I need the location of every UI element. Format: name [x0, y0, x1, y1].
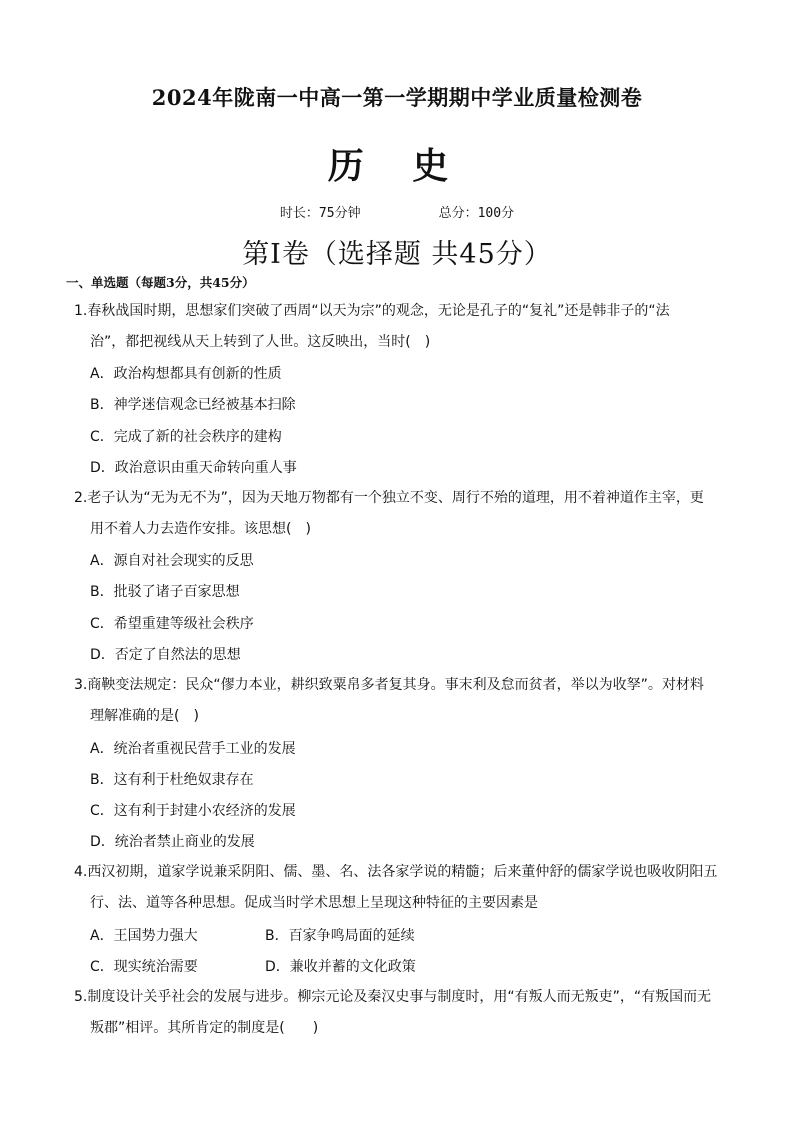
total-score-text: 总分：100分	[438, 206, 515, 221]
question-4	[74, 857, 724, 919]
question-3-line1: 3.商鞅变法规定：民众“僇力本业，耕织致粟帛多者复其身。事末利及怠而贫者，举以为收孥”。对材料	[74, 677, 704, 693]
question-3-line2: 理解准确的是( )	[90, 708, 199, 724]
question-5-line2: 叛郡”相评。其所肯定的制度是( )	[90, 1020, 319, 1036]
question-4-option-d: D．兼收并蓄的文化政策	[265, 959, 416, 975]
part-title: 一、单选题（每题3分，共45分）	[66, 275, 255, 290]
question-3-option-a: A．统治者重视民营手工业的发展	[90, 741, 296, 757]
question-2-option-d: D．否定了自然法的思想	[90, 647, 241, 663]
question-3-option-d: D．统治者禁止商业的发展	[90, 834, 255, 850]
question-5-line1: 5.制度设计关乎社会的发展与进步。柳宗元论及秦汉史事与制度时，用“有叛人而无叛吏”，“有叛国而无	[74, 989, 712, 1005]
question-1-line2: 治”，都把视线从天上转到了人世。这反映出，当时( )	[90, 334, 431, 350]
question-2-line1: 2.老子认为“无为无不为”，因为天地万物都有一个独立不变、周行不殆的道理，用不着神道作主宰，更	[74, 490, 704, 506]
question-5	[74, 982, 724, 1044]
section-title: 第Ⅰ卷（选择题 共45分）	[242, 239, 552, 270]
question-1-option-a: A．政治构想都具有创新的性质	[90, 366, 282, 382]
question-1-option-d: D．政治意识由重天命转向重人事	[90, 460, 297, 476]
question-2-option-a: A．源自对社会现实的反思	[90, 553, 254, 569]
exam-title: 2024年陇南一中高一第一学期期中学业质量检测卷	[151, 85, 643, 110]
question-3-option-b: B．这有利于杜绝奴隶存在	[90, 772, 254, 788]
exam-meta	[0, 202, 794, 221]
question-1-option-c: C．完成了新的社会秩序的建构	[90, 429, 282, 445]
question-2-option-b: B．批驳了诸子百家思想	[90, 584, 240, 600]
duration-text: 时长：75分钟	[279, 206, 361, 221]
question-4-option-c: C．现实统治需要	[90, 959, 198, 975]
question-1-line1: 1.春秋战国时期，思想家们突破了西周“以天为宗”的观念，无论是孔子的“复礼”还是韩非子的“法	[74, 303, 670, 319]
question-4-line2: 行、法、道等各种思想。促成当时学术思想上呈现这种特征的主要因素是	[90, 895, 538, 911]
question-1	[74, 296, 724, 358]
question-3-option-c: C．这有利于封建小农经济的发展	[90, 803, 296, 819]
question-4-line1: 4.西汉初期，道家学说兼采阴阳、儒、墨、名、法各家学说的精髓；后来董仲舒的儒家学说也吸收阴阳五	[74, 864, 718, 880]
question-4-option-a: A．王国势力强大	[90, 928, 198, 944]
question-3	[74, 670, 724, 732]
question-1-option-b: B．神学迷信观念已经被基本扫除	[90, 397, 296, 413]
question-2-option-c: C．希望重建等级社会秩序	[90, 616, 254, 632]
question-2-line2: 用不着人力去造作安排。该思想( )	[90, 521, 311, 537]
subject-title: 历 史	[327, 145, 467, 187]
question-2	[74, 483, 724, 545]
question-4-option-b: B．百家争鸣局面的延续	[265, 928, 415, 944]
